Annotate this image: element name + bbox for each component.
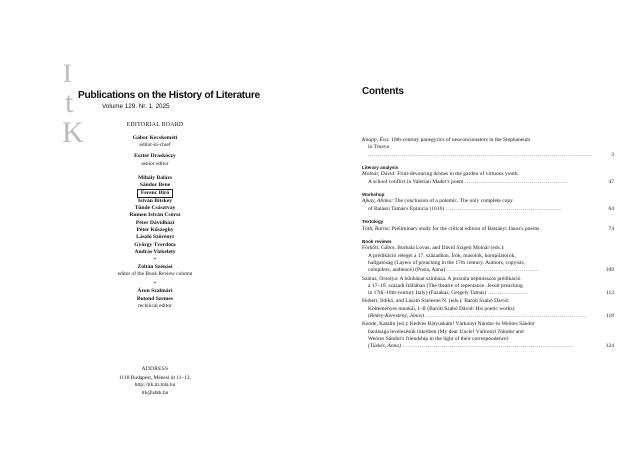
entry-title-line: The conclusion of a polemic. The only complete copy bbox=[394, 198, 513, 205]
entry-author: Tóth, Barna: bbox=[362, 225, 391, 232]
contents-header bbox=[362, 86, 614, 97]
entry-title-line: in 17th–18th-century Italy) (Fazakas, Gergely Tamás) bbox=[368, 290, 487, 297]
entry-page: 3 bbox=[611, 151, 614, 158]
entry-page: 74 bbox=[608, 225, 614, 232]
entry-author: Knapp, Éva: bbox=[362, 137, 390, 143]
review-editor-role: editor of the Book Review column bbox=[117, 271, 193, 278]
contents-title: Contents bbox=[362, 86, 404, 97]
technical-editor-name: Botond Szemes bbox=[136, 295, 174, 302]
editor-name: László Szörényi bbox=[136, 234, 174, 241]
section-heading: Literary analysis bbox=[362, 164, 399, 170]
board-heading: EDITORIAL BOARD bbox=[126, 122, 184, 128]
entry-title-line: (Tüskés, Anna) bbox=[368, 343, 401, 350]
entry-page: 47 bbox=[608, 178, 614, 185]
address-heading: ADDRESS bbox=[141, 366, 169, 372]
contents-entry[interactable]: Kende, Katalin (ed.): Kedves Bátyuskám! Várkonyi Nándor és Weöres Sándor barátsága levelezésük tükrében (My dear Uncle! Várkonyi Nándor and Weöres Sándor's friendship in the light of their correspondence) (Tüskés, Anna) ....................................................................................... 124 bbox=[362, 321, 614, 350]
entry-page: 113 bbox=[605, 290, 614, 297]
entry-title-line: Weöres Sándor's friendship in the light of their correspondence) bbox=[368, 335, 509, 342]
entry-title-line: Baróti Szabó Dávid: bbox=[464, 298, 510, 305]
contents-entry[interactable]: Hubert, Ildikó, and László Szelestei N. (eds.): Baróti Szabó Dávid: Költeményes munkái, I–II (Baróti Szabó Dávid: His poetic works) (Rédey-Kerestény, János) .................................................................................. 118 bbox=[362, 298, 614, 320]
entry-title-line: A prédikáció rétegei a 17. században. Írók, másolók, kompilátorok, bbox=[368, 252, 516, 259]
editor-name: Péter Dávidházi bbox=[135, 219, 175, 226]
editor-name: Rumen István Csörsz bbox=[129, 212, 181, 219]
address-block bbox=[60, 366, 250, 397]
entry-title-line: (Rédey-Kerestény, János) bbox=[368, 313, 424, 320]
board-member-name: Eszter Draskóczy bbox=[134, 153, 176, 160]
entry-title-line: Fruit-devouring drones in the garden of virtuous youth. bbox=[397, 171, 519, 178]
contents-entry[interactable]: Ajkay, Alinka: The conclusion of a polemic. The only complete copy of Balássi Tamás's Epinicia (1616) ........................................................... 64 bbox=[362, 198, 614, 212]
address-url[interactable]: http://itk.iti.mta.hu bbox=[134, 382, 176, 389]
entry-page: 64 bbox=[608, 205, 614, 212]
contents-entry[interactable]: Molnár, Dávid: Fruit-devouring drones in the garden of virtuous youth. A school conflict in Valerian Mader's poem .................................................... 47 bbox=[362, 171, 614, 185]
entry-title-line: a 17–18. századi Itáliában (The theatre of repentance. Jesuit preaching bbox=[368, 282, 523, 289]
entry-author: Förköli, Gábor, Borbála Lovas, and Dávid Szigeti Molnár (eds.): bbox=[362, 245, 505, 252]
technical-editor-role: technical editor bbox=[138, 303, 172, 310]
entry-title-line: of Balássi Tamás's Epinicia (1616) bbox=[368, 205, 445, 212]
contents-entry[interactable] bbox=[362, 226, 614, 233]
editor-name: Péter Kőszeghy bbox=[136, 226, 174, 233]
technical-editor-name: Áron Szalmári bbox=[137, 288, 173, 295]
entry-title-line: barátsága levelezésük tükrében (My dear Uncle! Várkonyi Nándor and bbox=[368, 328, 524, 335]
volume-info: Volume 129. Nr. 1. 2025 bbox=[102, 103, 170, 110]
editor-name: András Vizkelety bbox=[134, 248, 176, 255]
board-member-role: editor-in-chief bbox=[139, 142, 171, 149]
address-street: 1118 Budapest, Ménesi út 11–13. bbox=[119, 375, 191, 382]
editor-name: Tünde Császtvay bbox=[134, 205, 176, 212]
contents-entry[interactable]: Száraz, Orsolya: A bűnbánat színháza. A jezsuita népmisszós prédikáció a 17–18. századi Itáliában (The theatre of repentance. Jesuit preaching in 17th–18th-century Italy) (Fazakas, Gergely Tamás) ..................... 113 bbox=[362, 275, 614, 297]
entry-title-line: in Trnava bbox=[368, 144, 389, 151]
board-member-role: senior editor bbox=[141, 160, 169, 167]
entry-page: 124 bbox=[605, 343, 614, 350]
svg-text:K: K bbox=[62, 116, 84, 144]
entry-page: 118 bbox=[605, 313, 614, 320]
entry-title-line: hallgatóság (Layers of preaching in the 17th century. Authors, copyists, bbox=[368, 259, 525, 266]
address-email[interactable]: itk@abtk.hu bbox=[141, 389, 169, 396]
editor-name: Mihály Balázs bbox=[137, 174, 173, 181]
entry-author: Hubert, Ildikó, and László Szelestei N. (eds.): bbox=[362, 298, 463, 305]
journal-title: Publications on the History of Literature bbox=[78, 90, 260, 101]
editorial-board bbox=[60, 122, 250, 314]
entry-title-line: Kedves Bátyuskám! Várkonyi Nándor és Weöres Sándor bbox=[409, 321, 535, 328]
separator-star: * bbox=[153, 282, 157, 288]
svg-text:I: I bbox=[63, 60, 72, 88]
review-editor-name: Zoltán Szénási bbox=[137, 264, 173, 271]
separator-star: * bbox=[153, 258, 157, 264]
entry-title-line: Preliminary study for the critical edition of Batsányi János's poems bbox=[391, 225, 540, 232]
section-heading: Textology bbox=[362, 219, 384, 225]
section-heading: Book reviews bbox=[362, 238, 392, 244]
contents-entry[interactable]: Förköli, Gábor, Borbála Lovas, and Dávid Szigeti Molnár (eds.): A prédikáció rétegei a 17. században. Írók, másolók, kompilátorok, hallgatóság (Layers of preaching in the 17th century. Authors, copyists, compilers, audience) (Posta, Anna) ............................................... 109 bbox=[362, 245, 614, 274]
entry-title-line: Költeményes munkái, I–II (Baróti Szabó Dávid: His poetic works) bbox=[368, 305, 515, 312]
entry-title-line: A school conflict in Valerian Mader's poem bbox=[368, 178, 464, 185]
editor-name-highlighted: Ferenc Biró bbox=[137, 189, 173, 198]
entry-title-line: compilers, audience) (Posta, Anna) bbox=[368, 267, 446, 274]
board-member-name: Gábor Kecskeméti bbox=[132, 135, 178, 141]
section-heading: Workshop bbox=[362, 191, 385, 197]
svg-text:t: t bbox=[65, 86, 74, 119]
editor-name: György Tverdota bbox=[134, 241, 176, 248]
entry-page: 109 bbox=[605, 267, 614, 274]
entry-author: Száraz, Orsolya: bbox=[362, 275, 399, 282]
entry-author: Ajkay, Alinka: bbox=[362, 198, 394, 205]
editor-name: Sándor Bene bbox=[139, 181, 171, 188]
contents-list bbox=[362, 137, 614, 352]
entry-author: Molnár, Dávid: bbox=[362, 171, 396, 178]
editor-name: István Bitskey bbox=[137, 197, 173, 204]
contents-entry[interactable]: Knapp, Éva: 18th-century panegyrics of neoconcionators in the Stephaneum in Trnava .................................................................................................................. 3 bbox=[362, 137, 614, 158]
entry-title-line: A bűnbánat színháza. A jezsuita népmisszós prédikáció bbox=[399, 275, 521, 282]
entry-author: Kende, Katalin (ed.): bbox=[362, 321, 409, 328]
entry-title-line: 18th-century panegyrics of neoconcionators in the Stephaneum bbox=[391, 137, 531, 143]
